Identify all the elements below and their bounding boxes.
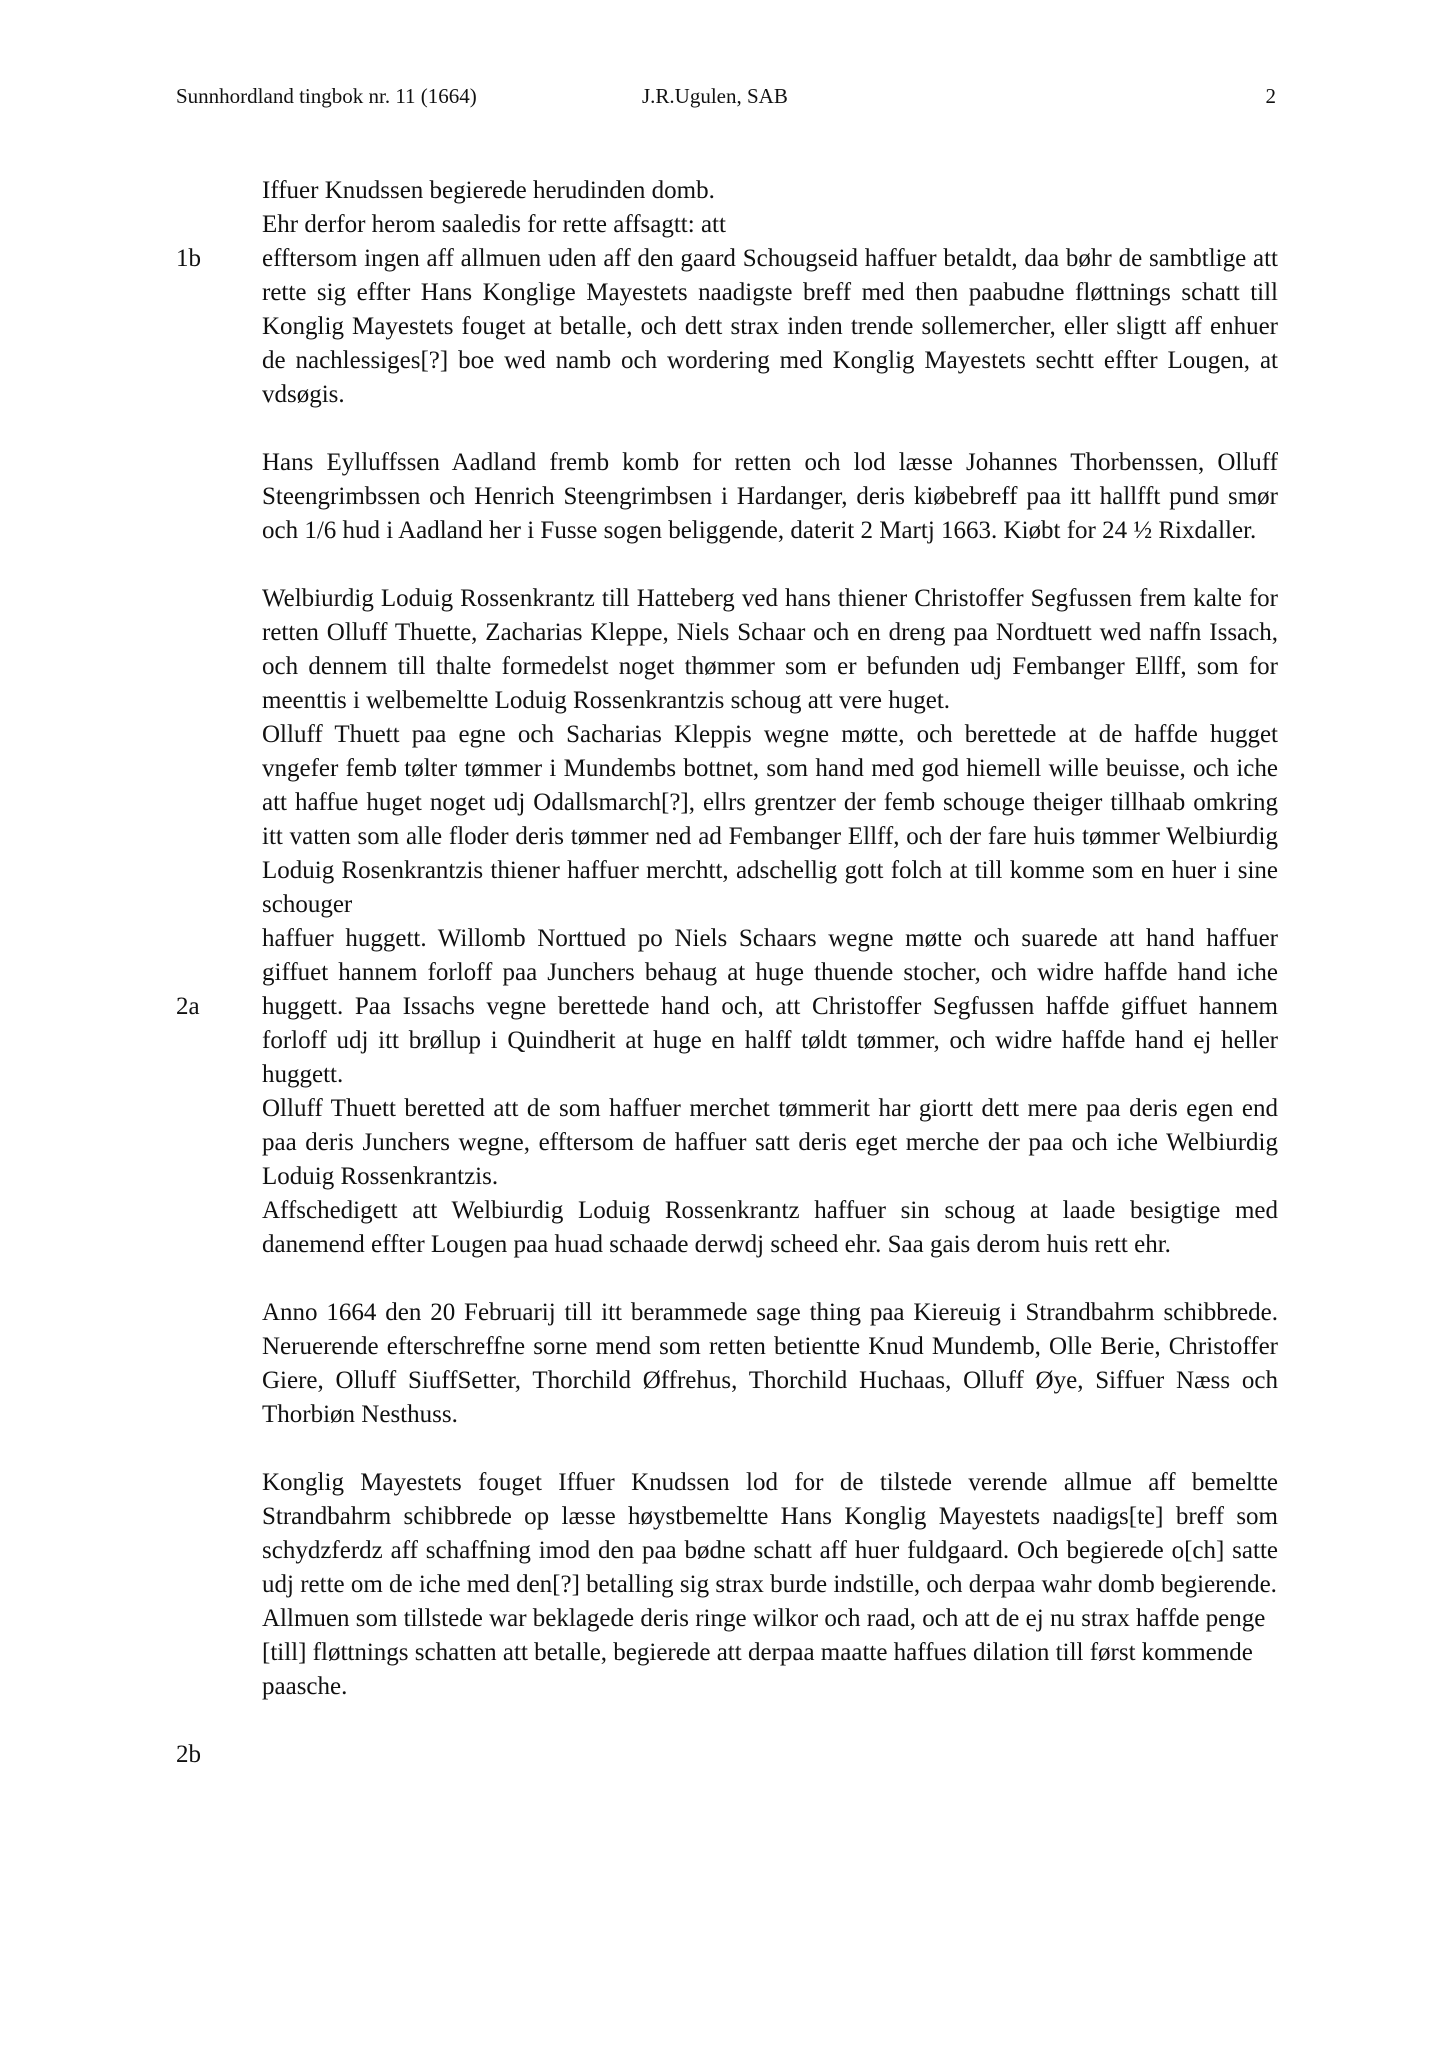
paragraph: Affschedigett att Welbiurdig Loduig Rossenkrantz haffuer sin schoug at laade besigtige med danemend effter Lougen paa huad schaade derwdj scheed ehr. Saa gais derom huis rett ehr. xyxy=(262,1197,1278,1258)
paragraph: Konglig Mayestets fouget Iffuer Knudssen lod for de tilstede verende allmue aff bemeltte Strandbahrm schibbrede op læsse høystbemeltte Hans Konglig Mayestets naadigs[te] breff som schydzferdz aff schaffning imod den paa bødne schatt aff huer fuldgaard. Och begierede o[ch] satte udj rette om de iche med den[?] betalling sig strax burde indstille, och derpaa wahr domb begierende. xyxy=(262,1469,1278,1598)
paragraph: Olluff Thuett paa egne och Sacharias Kleppis wegne møtte, och berettede at de haffde hugget vngefer femb tølter tømmer i Mundembs bottnet, som hand med god hiemell wille beuisse, och iche att haffue huget noget udj Odallsmarch[?], ellrs grentzer der femb schouge theiger tillhaab omkring itt vatten som alle floder deris tømmer ned ad Fembanger Ellff, och der fare huis tømmer Welbiurdig Loduig Rosenkrantzis thiener haffuer merchtt, adschellig gott folch at till komme som en huer i sine schouger xyxy=(262,721,1278,918)
margin-note-2b: 2b xyxy=(176,1741,201,1768)
header-source-title: Sunnhordland tingbok nr. 11 (1664) xyxy=(176,84,477,108)
paragraph: haffuer huggett. Willomb Norttued po Niels Schaars wegne møtte och suarede att hand haffuer giffuet hannem forloff paa Junchers behaug at huge thuende stocher, och widre haffde hand iche huggett. Paa Issachs vegne berettede hand och, att Christoffer Segfussen haffde giffuet hannem forloff udj itt brøllup i Quindherit at huge en halff tøldt tømmer, och widre haffde hand ej heller huggett. xyxy=(262,925,1278,1088)
paragraph: Allmuen som tillstede war beklagede deris ringe wilkor och raad, och att de ej nu strax haffde penge [till] fløttnings schatten att betalle, begierede att derpaa maatte haffues dilation till først kommende paasche. xyxy=(262,1605,1266,1700)
paragraph: Iffuer Knudssen begierede herudinden domb. xyxy=(262,177,715,204)
paragraph: Welbiurdig Loduig Rossenkrantz till Hatteberg ved hans thiener Christoffer Segfussen frem kalte for retten Olluff Thuette, Zacharias Kleppe, Niels Schaar och en dreng paa Nordtuett wed naffn Issach, och dennem till thalte formedelst noget thømmer som er befunden udj Fembanger Ellff, som for meenttis i welbemeltte Loduig Rossenkrantzis schoug att vere huget. xyxy=(262,585,1278,714)
margin-note-2a: 2a xyxy=(176,993,200,1020)
margin-note-1b: 1b xyxy=(176,245,201,272)
paragraph: efftersom ingen aff allmuen uden aff den gaard Schougseid haffuer betaldt, daa bøhr de sambtlige att rette sig effter Hans Konglige Mayestets naadigste breff med then paabudne fløttnings schatt till Konglig Mayestets fouget at betalle, och dett strax inden trende sollemercher, eller sligtt aff enhuer de nachlessiges[?] boe wed namb och wordering med Konglig Mayestets sechtt effter Lougen, at vdsøgis. xyxy=(262,245,1278,408)
paragraph: Hans Eylluffssen Aadland fremb komb for retten och lod læsse Johannes Thorbenssen, Olluff Steengrimbssen och Henrich Steengrimbsen i Hardanger, deris kiøbebreff paa itt hallfft pund smør och 1/6 hud i Aadland her i Fusse sogen beliggende, daterit 2 Martj 1663. Kiøbt for 24 ½ Rixdaller. xyxy=(262,449,1278,544)
header-author: J.R.Ugulen, SAB xyxy=(642,84,788,108)
page-number: 2 xyxy=(1265,84,1276,108)
paragraph: Ehr derfor herom saaledis for rette affsagtt: att xyxy=(262,211,726,238)
page-header xyxy=(176,84,1276,118)
document-body xyxy=(262,174,1278,1704)
paragraph: Anno 1664 den 20 Februarij till itt berammede sage thing paa Kiereuig i Strandbahrm schibbrede. Neruerende efterschreffne sorne mend som retten betientte Knud Mundemb, Olle Berie, Christoffer Giere, Olluff SiuffSetter, Thorchild Øffrehus, Thorchild Huchaas, Olluff Øye, Siffuer Næss och Thorbiøn Nesthuss. xyxy=(262,1299,1278,1428)
paragraph: Olluff Thuett beretted att de som haffuer merchet tømmerit har giortt dett mere paa deris egen end paa deris Junchers wegne, efftersom de haffuer satt deris eget merche der paa och iche Welbiurdig Loduig Rossenkrantzis. xyxy=(262,1095,1278,1190)
